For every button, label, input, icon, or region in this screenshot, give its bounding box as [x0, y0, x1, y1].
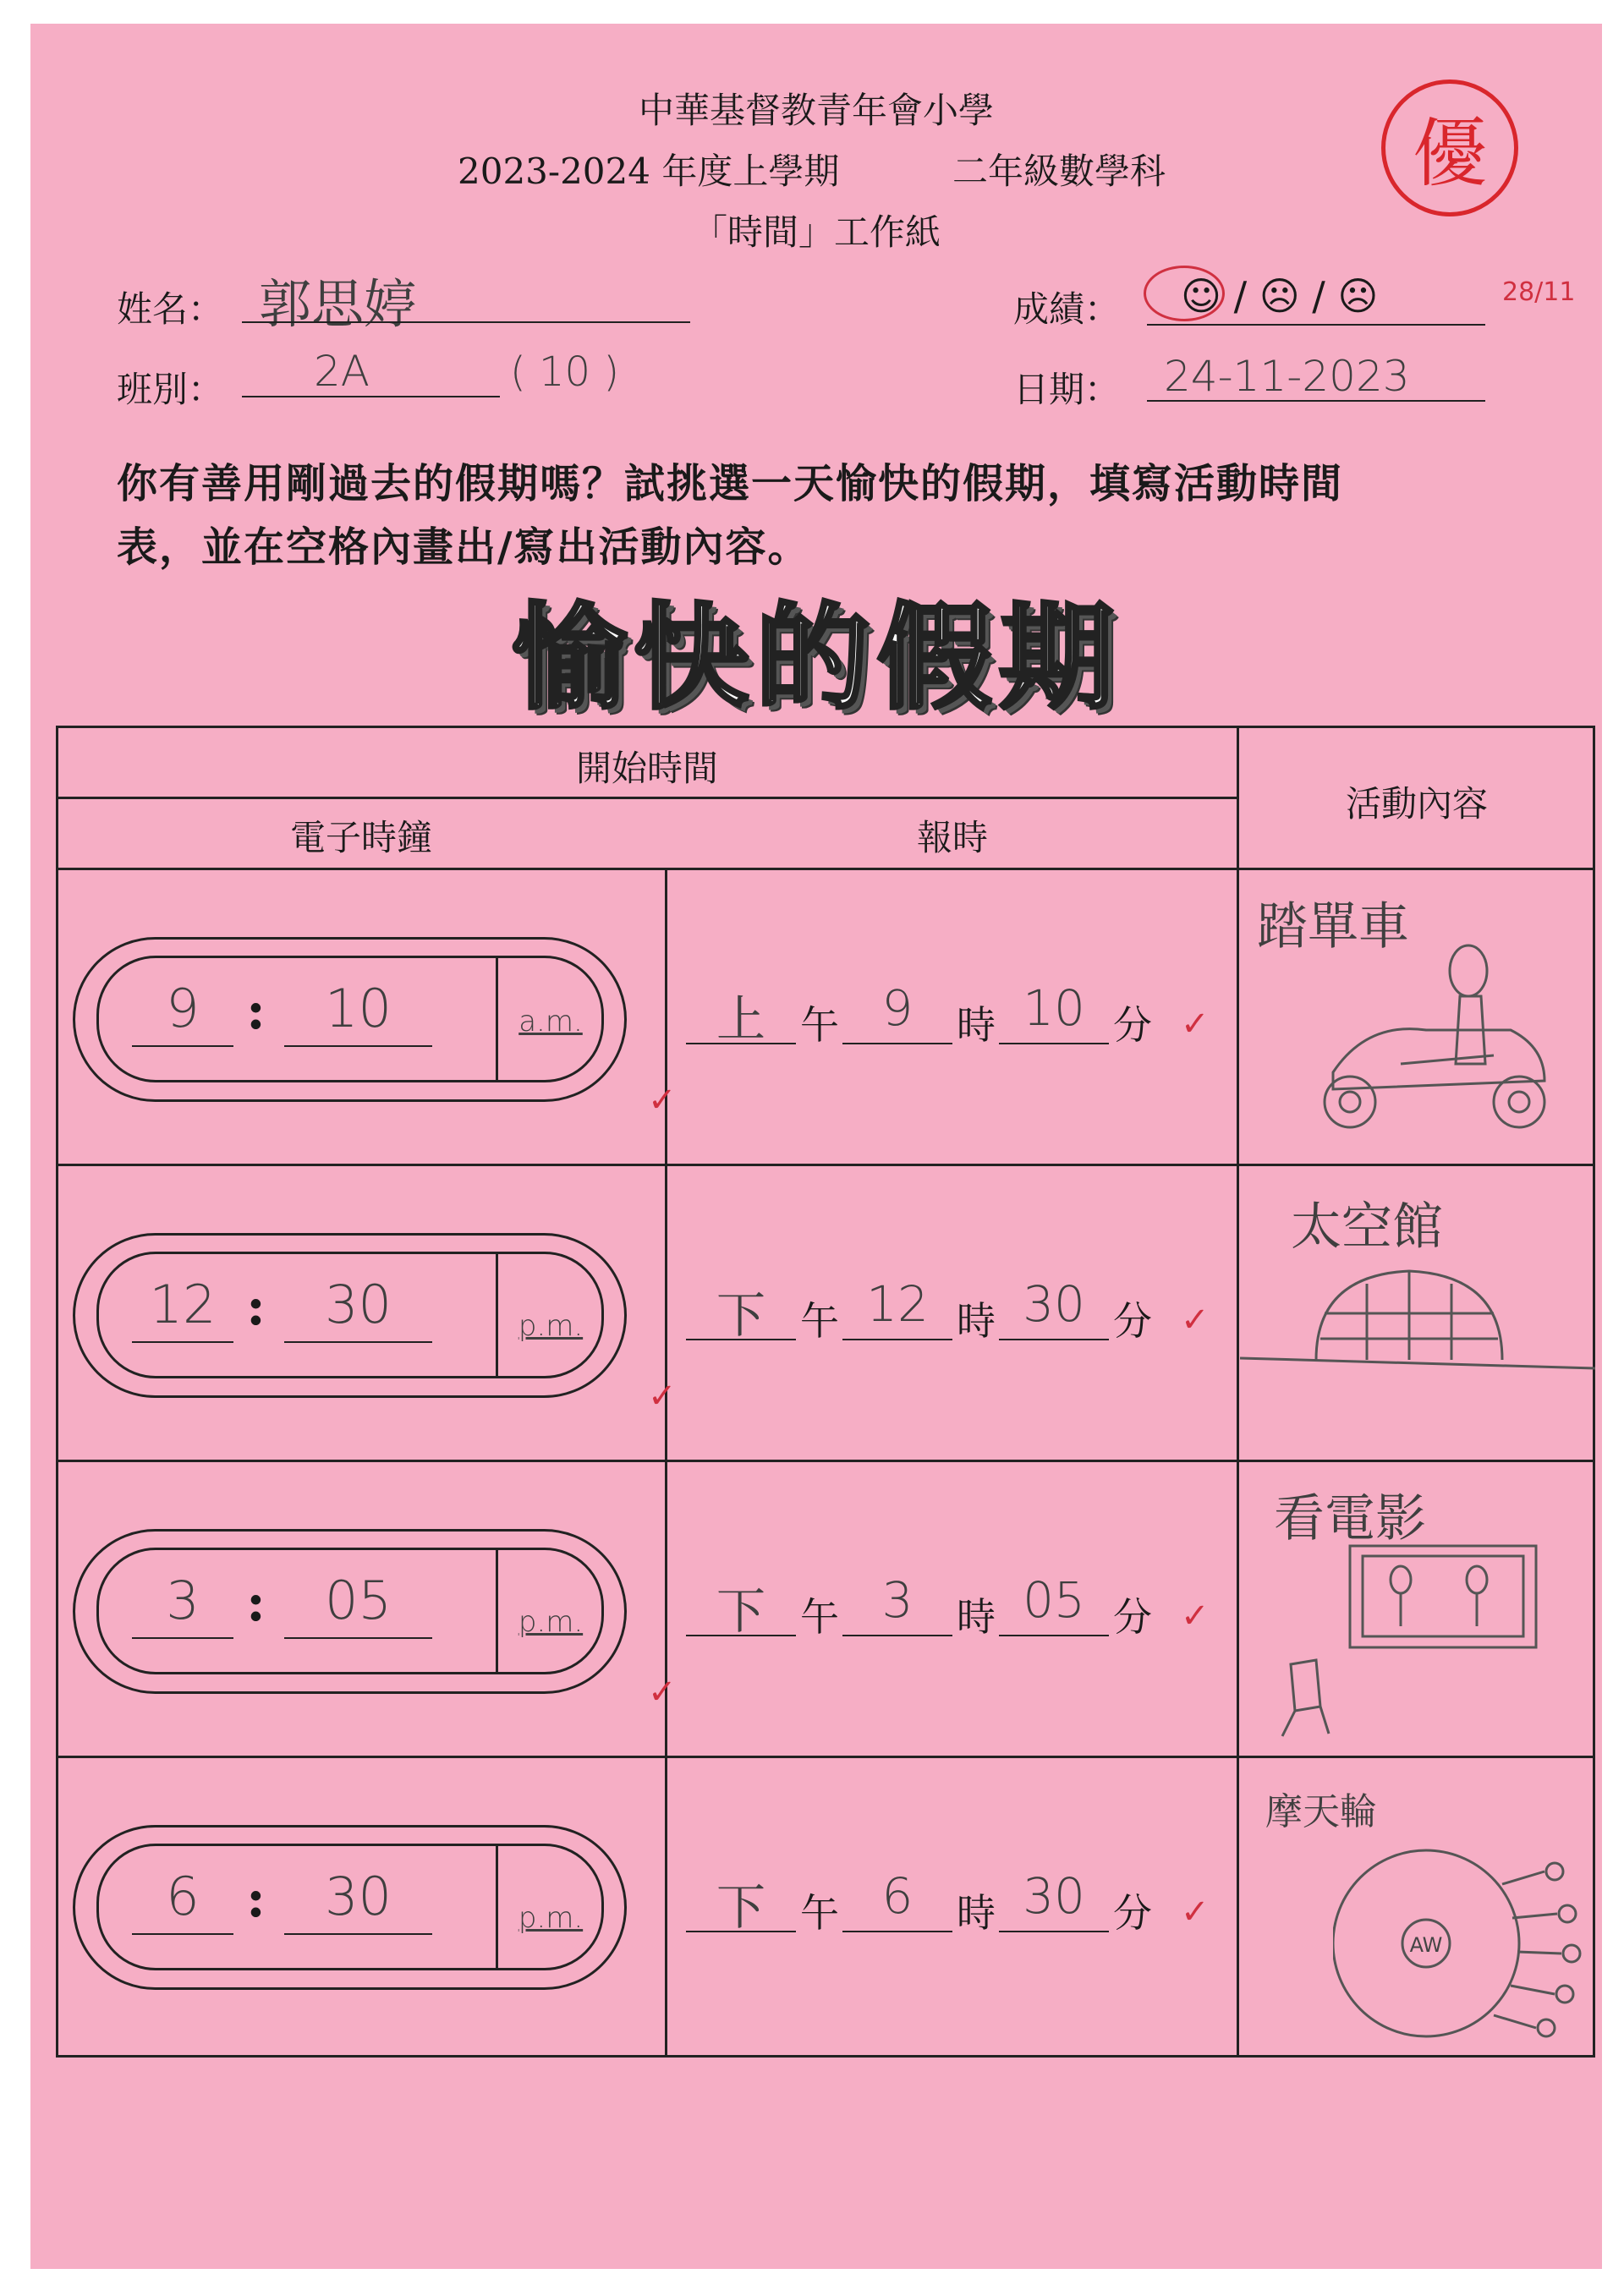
- clock-minute-underline: [284, 1045, 432, 1047]
- holiday-title: 愉快的假期: [512, 590, 1121, 726]
- report-hour: 9: [881, 979, 914, 1037]
- row-divider-3: [56, 1756, 1595, 1758]
- clock-ampm: p.m.: [518, 1309, 584, 1343]
- school-name: 中華基督教青年會小學: [638, 90, 994, 131]
- clock-hour: 3: [166, 1570, 200, 1631]
- check-mark: ✓: [1181, 1893, 1210, 1932]
- class-label: 班別：: [117, 369, 224, 410]
- hour-char: 時: [957, 1594, 996, 1640]
- clock-ampm: p.m.: [518, 1901, 584, 1935]
- class-underline: [242, 396, 500, 397]
- worksheet-title: 「時間」工作紙: [691, 211, 941, 253]
- report-period-underline: [686, 1043, 796, 1044]
- clock-minute: 30: [325, 1274, 392, 1335]
- activity-column-divider: [1237, 726, 1239, 2058]
- minute-char: 分: [1113, 1890, 1152, 1936]
- report-period: 上: [716, 990, 765, 1048]
- activity-label: 看電影: [1274, 1489, 1426, 1548]
- report-minute-underline: [999, 1339, 1109, 1340]
- report-minute: 30: [1023, 1275, 1085, 1333]
- worksheet-page: [30, 24, 1602, 2269]
- excellent-seal: [1381, 79, 1518, 216]
- instruction-line-2: 表，並在空格內畫出/寫出活動內容。: [117, 523, 810, 571]
- table-border-bottom: [56, 2055, 1595, 2058]
- clock-minute: 30: [325, 1866, 392, 1927]
- clock-minute-underline: [284, 1637, 432, 1639]
- score-circle-mark: [1144, 266, 1225, 321]
- clock-ampm-divider: [496, 956, 498, 1082]
- subject-text: 二年級數學科: [952, 151, 1166, 192]
- clock-minute: 05: [325, 1570, 392, 1631]
- header-start-time: 開始時間: [575, 748, 718, 789]
- schedule-table: [56, 726, 1595, 2058]
- report-minute-underline: [999, 1635, 1109, 1636]
- ferris-wheel-drawing: [1333, 1825, 1595, 2045]
- report-hour-underline: [842, 1043, 952, 1044]
- cinema-drawing: [1257, 1537, 1570, 1740]
- wheel-badge-text: AW: [1409, 1933, 1443, 1957]
- clock-minute: 10: [325, 978, 392, 1039]
- clock-ampm-divider: [496, 1252, 498, 1378]
- date-value: 24-11-2023: [1164, 352, 1410, 401]
- table-border-left: [56, 726, 58, 2058]
- report-minute: 05: [1023, 1571, 1085, 1629]
- report-period-underline: [686, 1635, 796, 1636]
- header-split-line: [56, 797, 1238, 799]
- clock-hour-underline: [132, 1637, 233, 1639]
- minute-char: 分: [1113, 1002, 1152, 1048]
- check-mark: ✓: [1181, 1597, 1210, 1636]
- report-hour: 12: [866, 1275, 929, 1333]
- space-museum-drawing: [1240, 1250, 1595, 1385]
- minute-char: 分: [1113, 1298, 1152, 1344]
- report-hour: 3: [881, 1571, 914, 1629]
- check-mark: ✓: [648, 1081, 677, 1120]
- name-underline: [242, 321, 690, 323]
- report-minute: 10: [1023, 979, 1085, 1037]
- name-value: 郭思婷: [259, 273, 417, 335]
- activity-label: 摩天輪: [1265, 1790, 1377, 1833]
- clock-hour-underline: [132, 1933, 233, 1935]
- clock-hour: 6: [166, 1866, 200, 1927]
- name-label: 姓名：: [117, 288, 224, 330]
- clock-ampm-divider: [496, 1844, 498, 1970]
- header-digital-clock: 電子時鐘: [289, 817, 432, 858]
- score-faces: ☺ / ☹ / ☹: [1181, 273, 1379, 319]
- clock-ampm: a.m.: [518, 1005, 583, 1038]
- clock-colon: :: [246, 1867, 266, 1929]
- clock-colon: :: [246, 979, 266, 1041]
- activity-label: 太空館: [1291, 1197, 1443, 1257]
- hour-char: 時: [957, 1002, 996, 1048]
- check-mark: ✓: [648, 1377, 677, 1416]
- noon-char: 午: [800, 1298, 839, 1344]
- clock-hour: 12: [149, 1274, 217, 1335]
- row-divider-2: [56, 1460, 1595, 1462]
- noon-char: 午: [800, 1890, 839, 1936]
- term-text: 2023-2024 年度上學期: [458, 151, 840, 192]
- clock-hour-underline: [132, 1045, 233, 1047]
- check-mark: ✓: [1181, 1005, 1210, 1044]
- report-period: 下: [716, 1286, 765, 1344]
- header-activity: 活動內容: [1345, 783, 1488, 825]
- report-hour: 6: [881, 1867, 914, 1925]
- report-hour-underline: [842, 1931, 952, 1932]
- minute-char: 分: [1113, 1594, 1152, 1640]
- bicycle-drawing: [1299, 937, 1561, 1140]
- clock-ampm-divider: [496, 1548, 498, 1674]
- date-label: 日期：: [1013, 369, 1121, 410]
- noon-char: 午: [800, 1594, 839, 1640]
- row-divider-1: [56, 1164, 1595, 1166]
- header-time-report: 報時: [916, 817, 988, 858]
- clock-ampm: p.m.: [518, 1605, 584, 1639]
- header-bottom-line: [56, 868, 1595, 870]
- clock-hour: 9: [166, 978, 200, 1039]
- instruction-line-1: 你有善用剛過去的假期嗎？試挑選一天愉快的假期，填寫活動時間: [117, 460, 1344, 507]
- date-underline: [1147, 400, 1485, 402]
- check-mark: ✓: [1181, 1301, 1210, 1340]
- score-label: 成績：: [1013, 288, 1121, 330]
- report-minute: 30: [1023, 1867, 1085, 1925]
- report-hour-underline: [842, 1339, 952, 1340]
- activity-label: 踏單車: [1257, 897, 1409, 956]
- report-column-divider: [665, 868, 667, 2058]
- report-period-underline: [686, 1339, 796, 1340]
- score-underline: [1147, 324, 1485, 326]
- clock-colon: :: [246, 1571, 266, 1633]
- class-value: 2A: [314, 347, 370, 396]
- check-mark: ✓: [648, 1673, 677, 1712]
- class-number: ( 10 ): [510, 348, 620, 396]
- score-note: 28/11: [1502, 277, 1576, 307]
- report-period: 下: [716, 1878, 765, 1936]
- noon-char: 午: [800, 1002, 839, 1048]
- report-minute-underline: [999, 1043, 1109, 1044]
- clock-colon: :: [246, 1275, 266, 1337]
- clock-minute-underline: [284, 1933, 432, 1935]
- clock-hour-underline: [132, 1341, 233, 1343]
- report-minute-underline: [999, 1931, 1109, 1932]
- hour-char: 時: [957, 1890, 996, 1936]
- clock-minute-underline: [284, 1341, 432, 1343]
- table-border-top: [56, 726, 1595, 728]
- report-period: 下: [716, 1582, 765, 1640]
- seal-text: 優: [1412, 110, 1487, 197]
- hour-char: 時: [957, 1298, 996, 1344]
- report-hour-underline: [842, 1635, 952, 1636]
- report-period-underline: [686, 1931, 796, 1932]
